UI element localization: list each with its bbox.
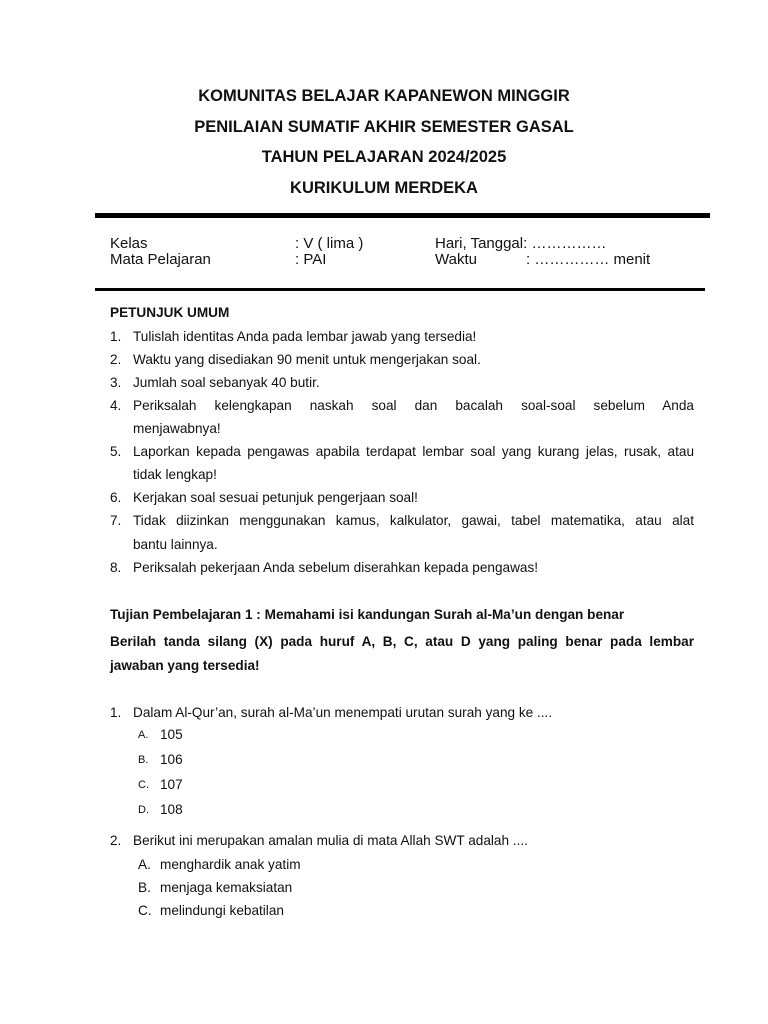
instruction-line-2: jawaban yang tersedia! bbox=[110, 658, 260, 673]
petunjuk-text-cont: tidak lengkap! bbox=[133, 467, 217, 482]
question-text: Dalam Al-Qur’an, surah al-Ma’un menempati urutan surah yang ke .... bbox=[133, 705, 553, 720]
mapel-value: : PAI bbox=[295, 251, 327, 268]
petunjuk-text: Laporkan kepada pengawas apabila terdapat lembar soal yang kurang jelas, rusak, atau bbox=[133, 444, 694, 459]
petunjuk-number: 8. bbox=[110, 560, 122, 575]
petunjuk-text: Periksalah kelengkapan naskah soal dan bacalah soal-soal sebelum Anda bbox=[133, 398, 694, 413]
header-line-1: KOMUNITAS BELAJAR KAPANEWON MINGGIR bbox=[198, 87, 570, 105]
petunjuk-text: Waktu yang disediakan 90 menit untuk mengerjakan soal. bbox=[133, 352, 481, 367]
petunjuk-number: 4. bbox=[110, 398, 122, 413]
kelas-value: : V ( lima ) bbox=[295, 235, 364, 252]
petunjuk-text: Tulislah identitas Anda pada lembar jawab yang tersedia! bbox=[133, 329, 477, 344]
option-text: menghardik anak yatim bbox=[160, 857, 301, 872]
option-text: menjaga kemaksiatan bbox=[160, 880, 293, 895]
question-number: 1. bbox=[110, 705, 122, 720]
option-text: 108 bbox=[160, 802, 183, 817]
option-text: 107 bbox=[160, 777, 183, 792]
option-letter: A. bbox=[138, 729, 149, 741]
option-text: 106 bbox=[160, 752, 183, 767]
petunjuk-number: 6. bbox=[110, 490, 122, 505]
option-letter: B. bbox=[138, 880, 151, 895]
option-letter: C. bbox=[138, 779, 149, 791]
header-line-4: KURIKULUM MERDEKA bbox=[290, 179, 478, 197]
option-text: melindungi kebatilan bbox=[160, 903, 284, 918]
option-letter: B. bbox=[138, 754, 149, 766]
petunjuk-text-cont: bantu lainnya. bbox=[133, 537, 218, 552]
petunjuk-text: Periksalah pekerjaan Anda sebelum diserahkan kepada pengawas! bbox=[133, 560, 539, 575]
petunjuk-number: 2. bbox=[110, 352, 122, 367]
mapel-label: Mata Pelajaran bbox=[110, 251, 211, 268]
question-number: 2. bbox=[110, 833, 122, 848]
question-text: Berikut ini merupakan amalan mulia di mata Allah SWT adalah .... bbox=[133, 833, 528, 848]
petunjuk-number: 7. bbox=[110, 513, 122, 528]
header-line-3: TAHUN PELAJARAN 2024/2025 bbox=[261, 148, 507, 166]
instruction-line-1: Berilah tanda silang (X) pada huruf A, B, C, atau D yang paling benar pada lembar bbox=[110, 634, 694, 649]
option-text: 105 bbox=[160, 727, 183, 742]
petunjuk-number: 5. bbox=[110, 444, 122, 459]
petunjuk-title: PETUNJUK UMUM bbox=[110, 305, 230, 320]
waktu-label: Waktu bbox=[435, 251, 477, 268]
petunjuk-text: Tidak diizinkan menggunakan kamus, kalkulator, gawai, tabel matematika, atau alat bbox=[133, 513, 694, 528]
kelas-label: Kelas bbox=[110, 235, 148, 252]
petunjuk-number: 1. bbox=[110, 329, 122, 344]
petunjuk-text: Kerjakan soal sesuai petunjuk pengerjaan soal! bbox=[133, 490, 418, 505]
tujuan-pembelajaran: Tujian Pembelajaran 1 : Memahami isi kandungan Surah al-Ma’un dengan benar bbox=[110, 607, 625, 622]
info-divider bbox=[95, 288, 705, 291]
hari-tanggal-label: Hari, Tanggal: …………… bbox=[435, 235, 607, 252]
waktu-value: : …………… menit bbox=[526, 251, 651, 268]
option-letter: A. bbox=[138, 857, 151, 872]
petunjuk-text-cont: menjawabnya! bbox=[133, 421, 221, 436]
option-letter: C. bbox=[138, 903, 152, 918]
petunjuk-number: 3. bbox=[110, 375, 122, 390]
option-letter: D. bbox=[138, 804, 149, 816]
petunjuk-text: Jumlah soal sebanyak 40 butir. bbox=[133, 375, 320, 390]
header-divider bbox=[95, 213, 710, 218]
header-line-2: PENILAIAN SUMATIF AKHIR SEMESTER GASAL bbox=[194, 118, 574, 136]
